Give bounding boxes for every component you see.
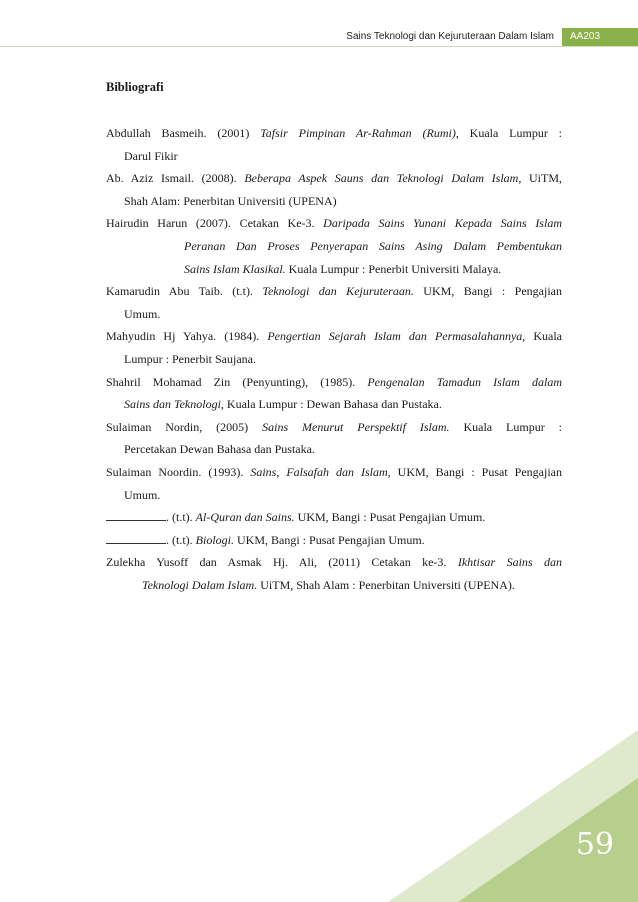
bibliography-entry — [106, 280, 562, 325]
entry-text: , Kuala Lumpur : — [455, 126, 562, 140]
bibliography-entry — [106, 167, 562, 212]
entry-line — [106, 371, 562, 394]
entry-line — [106, 258, 562, 281]
title-italic: Tafsir Pimpinan Ar-Rahman (Rumi) — [260, 126, 456, 140]
entry-text: Hairudin Harun (2007). Cetakan Ke-3. — [106, 216, 324, 231]
entry-text: Kuala Lumpur : — [449, 419, 562, 434]
course-code-badge: AA203 — [562, 28, 638, 46]
entry-text: Zulekha Yusoff dan Asmak Hj. Ali, (2011) Cetakan ke-3. — [106, 555, 458, 570]
entry-text: UKM, Bangi : Pengajian — [413, 284, 562, 299]
entry-line — [106, 438, 562, 461]
entry-text: UiTM, Shah Alam : Penerbitan Universiti (UPENA). — [257, 577, 515, 592]
author-repeat-rule — [106, 511, 166, 521]
corner-decoration — [388, 730, 638, 902]
entry-line — [106, 280, 562, 303]
entry-text: UKM, Bangi : Pusat Pengajian — [390, 464, 562, 479]
entry-text: Kuala — [525, 329, 562, 344]
title-italic: Teknologi dan Kejuruteraan. — [262, 284, 414, 299]
header-divider — [0, 46, 638, 47]
entry-line — [106, 506, 562, 529]
entry-line — [106, 303, 562, 326]
bibliography-entry — [106, 506, 562, 529]
entry-line — [106, 348, 562, 371]
title-italic: Sains dan Teknologi, — [124, 397, 224, 412]
entry-text: UiTM, — [521, 171, 562, 186]
page-header — [0, 28, 638, 46]
entry-text: Kuala Lumpur : Dewan Bahasa dan Pustaka. — [223, 397, 442, 412]
entry-text: . (t.t). — [166, 510, 196, 525]
entry-line — [106, 529, 562, 552]
bibliography-entry — [106, 529, 562, 552]
entry-line — [106, 574, 562, 597]
entry-text: Sulaiman Nordin, (2005) — [106, 419, 263, 434]
title-italic: Sains Islam Klasikal. — [184, 261, 286, 276]
entry-text: UKM, Bangi : Pusat Pengajian Umum. — [294, 510, 486, 525]
entry-line — [106, 461, 562, 484]
entry-text: Mahyudin Hj Yahya. (1984). — [106, 329, 268, 344]
bibliography-entry — [106, 461, 562, 506]
entry-text: . (t.t). — [166, 532, 196, 547]
bibliography-entry — [106, 551, 562, 596]
title-italic: Ikhtisar Sains dan — [457, 555, 562, 570]
entry-line — [106, 145, 562, 168]
entry-text: Lumpur : Penerbit Saujana. — [124, 351, 256, 366]
title-italic: Peranan Dan Proses Penyerapan Sains Asing Dalam Pembentukan — [184, 238, 562, 253]
entry-text: Shahril Mohamad Zin (Penyunting), (1985). — [106, 374, 368, 389]
entry-text: Abdullah Basmeih. (2001) — [106, 126, 261, 140]
entry-line — [106, 122, 562, 145]
page-number: 59 — [575, 827, 614, 862]
entry-line — [106, 167, 562, 190]
entry-line — [106, 416, 562, 439]
entry-text: UKM, Bangi : Pusat Pengajian Umum. — [234, 532, 425, 547]
entry-line — [106, 484, 562, 507]
title-italic: Pengenalan Tamadun Islam dalam — [367, 374, 562, 389]
entry-line — [106, 212, 562, 235]
bibliography-list — [106, 122, 562, 596]
bibliography-entry — [106, 371, 562, 416]
bibliography-entry — [106, 416, 562, 461]
title-italic: Beberapa Aspek Sauns dan Teknologi Dalam Islam, — [244, 171, 522, 186]
entry-text: Shah Alam: Penerbitan Universiti (UPENA) — [124, 193, 337, 208]
entry-text: Sulaiman Noordin. (1993). — [106, 464, 251, 479]
title-italic: Sains Menurut Perspektif Islam. — [262, 419, 450, 434]
entry-text: Darul Fikir — [124, 148, 178, 163]
entry-line — [106, 235, 562, 258]
entry-text: Kamarudin Abu Taib. (t.t). — [106, 284, 263, 299]
bibliography-entry — [106, 212, 562, 280]
title-italic: Pengertian Sejarah Islam dan Permasalahannya, — [267, 329, 526, 344]
entry-text: Percetakan Dewan Bahasa dan Pustaka. — [124, 442, 315, 457]
title-italic: Biologi. — [195, 532, 235, 547]
entry-text: Umum. — [124, 306, 161, 321]
author-repeat-rule — [106, 534, 166, 544]
entry-line — [106, 393, 562, 416]
bibliography-entry — [106, 122, 562, 167]
title-italic: Daripada Sains Yunani Kepada Sains Islam — [323, 216, 562, 231]
entry-text: Ab. Aziz Ismail. (2008). — [106, 171, 245, 186]
entry-line — [106, 551, 562, 574]
entry-line — [106, 325, 562, 348]
entry-text: Umum. — [124, 487, 161, 502]
title-italic: Al-Quran dan Sains. — [195, 510, 295, 525]
title-italic: Teknologi Dalam Islam. — [142, 577, 258, 592]
header-title: Sains Teknologi dan Kejuruteraan Dalam Islam — [346, 31, 554, 42]
title-italic: Sains, Falsafah dan Islam, — [250, 464, 391, 479]
entry-text: Kuala Lumpur : Penerbit Universiti Malaya. — [285, 261, 502, 276]
bibliography-entry — [106, 325, 562, 370]
entry-line — [106, 190, 562, 213]
section-heading: Bibliografi — [106, 80, 164, 94]
